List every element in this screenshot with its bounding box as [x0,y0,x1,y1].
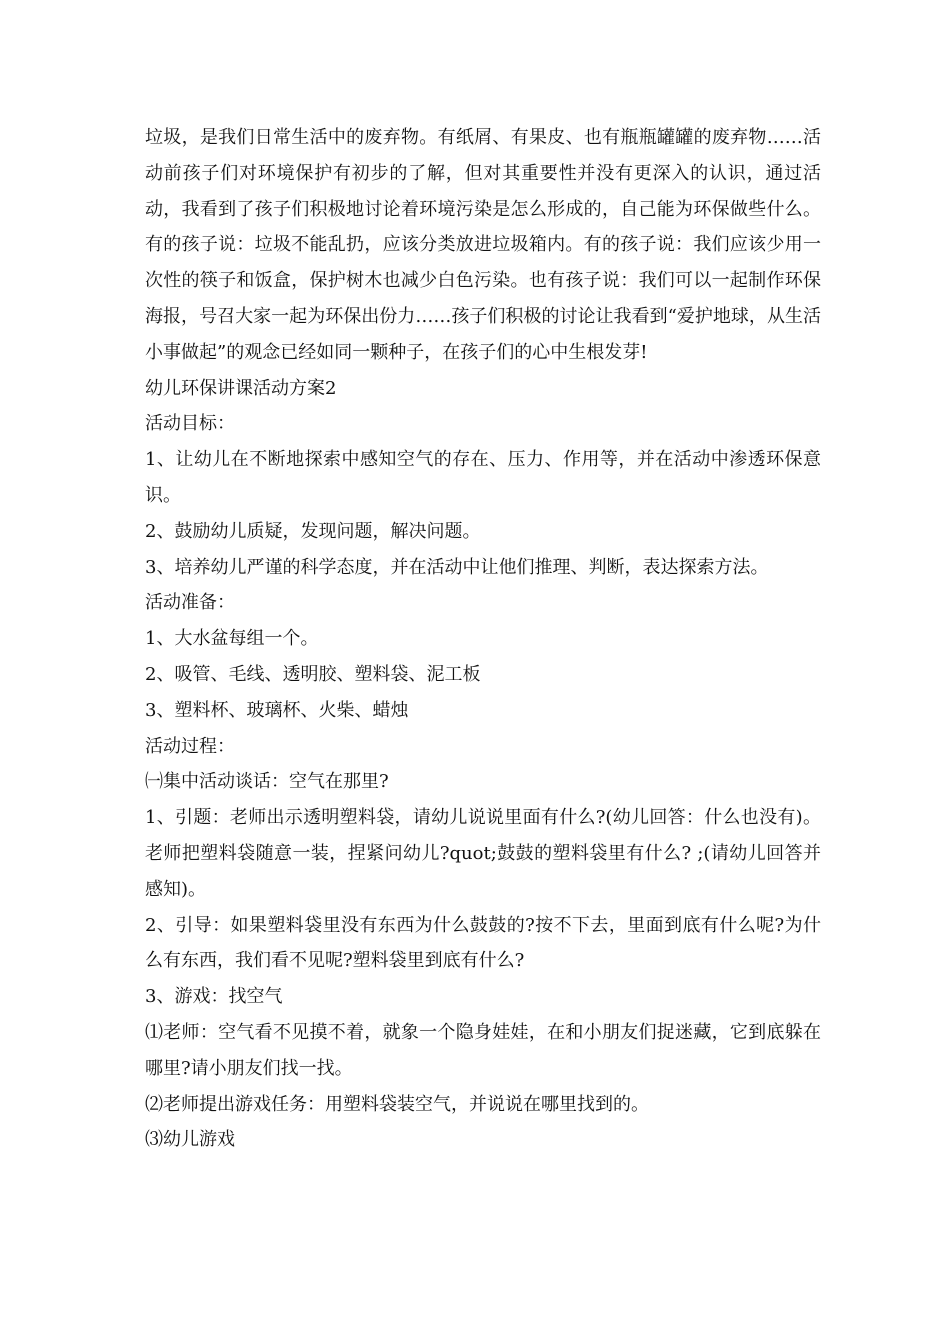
goals-heading: 活动目标： [145,413,235,435]
preparation-item: 1、大水盆每组一个。 [145,628,319,650]
document-body [145,120,821,1158]
section-title: 幼儿环保讲课活动方案2 [145,377,337,399]
process-step: 3、游戏：找空气 [145,986,283,1008]
game-step: ⑵老师提出游戏任务：用塑料袋装空气，并说说在哪里找到的。 [145,1093,649,1115]
goal-item: 2、鼓励幼儿质疑，发现问题，解决问题。 [145,520,481,542]
goal-item: 1、让幼儿在不断地探索中感知空气的存在、压力、作用等，并在活动中渗透环保意识。 [145,449,821,506]
preparation-item: 2、吸管、毛线、透明胶、塑料袋、泥工板 [145,663,481,685]
process-subheading: ㈠集中活动谈话：空气在那里? [145,771,389,793]
process-step: 1、引题：老师出示透明塑料袋，请幼儿说说里面有什么?(幼儿回答：什么也没有)。老师把塑料袋随意一装，捏紧问幼儿?quot;鼓鼓的塑料袋里有什么? ;(请幼儿回答并感知)。 [145,807,821,900]
preparation-item: 3、塑料杯、玻璃杯、火柴、蜡烛 [145,699,409,721]
process-step: 2、引导：如果塑料袋里没有东西为什么鼓鼓的?按不下去，里面到底有什么呢?为什么有东西，我们看不见呢?塑料袋里到底有什么? [145,914,821,972]
process-heading: 活动过程： [145,735,235,757]
intro-paragraph: 垃圾，是我们日常生活中的废弃物。有纸屑、有果皮、也有瓶瓶罐罐的废弃物……活动前孩子们对环境保护有初步的了解，但对其重要性并没有更深入的认识，通过活动，我看到了孩子们积极地讨论着环境污染是怎么形成的，自己能为环保做些什么。有的孩子说：垃圾不能乱扔，应该分类放进垃圾箱内。有的孩子说：我们应该少用一次性的筷子和饭盒，保护树木也减少白色污染。也有孩子说：我们可以一起制作环保海报，号召大家一起为环保出份力……孩子们积极的讨论让我看到“爱护地球，从生活小事做起”的观念已经如同一颗种子，在孩子们的心中生根发芽! [145,127,821,363]
game-step: ⑶幼儿游戏 [145,1129,235,1151]
goal-item: 3、培养幼儿严谨的科学态度，并在活动中让他们推理、判断，表达探索方法。 [145,556,769,578]
game-step: ⑴老师：空气看不见摸不着，就象一个隐身娃娃，在和小朋友们捉迷藏，它到底躲在哪里?请小朋友们找一找。 [145,1021,821,1079]
preparation-heading: 活动准备： [145,592,235,614]
